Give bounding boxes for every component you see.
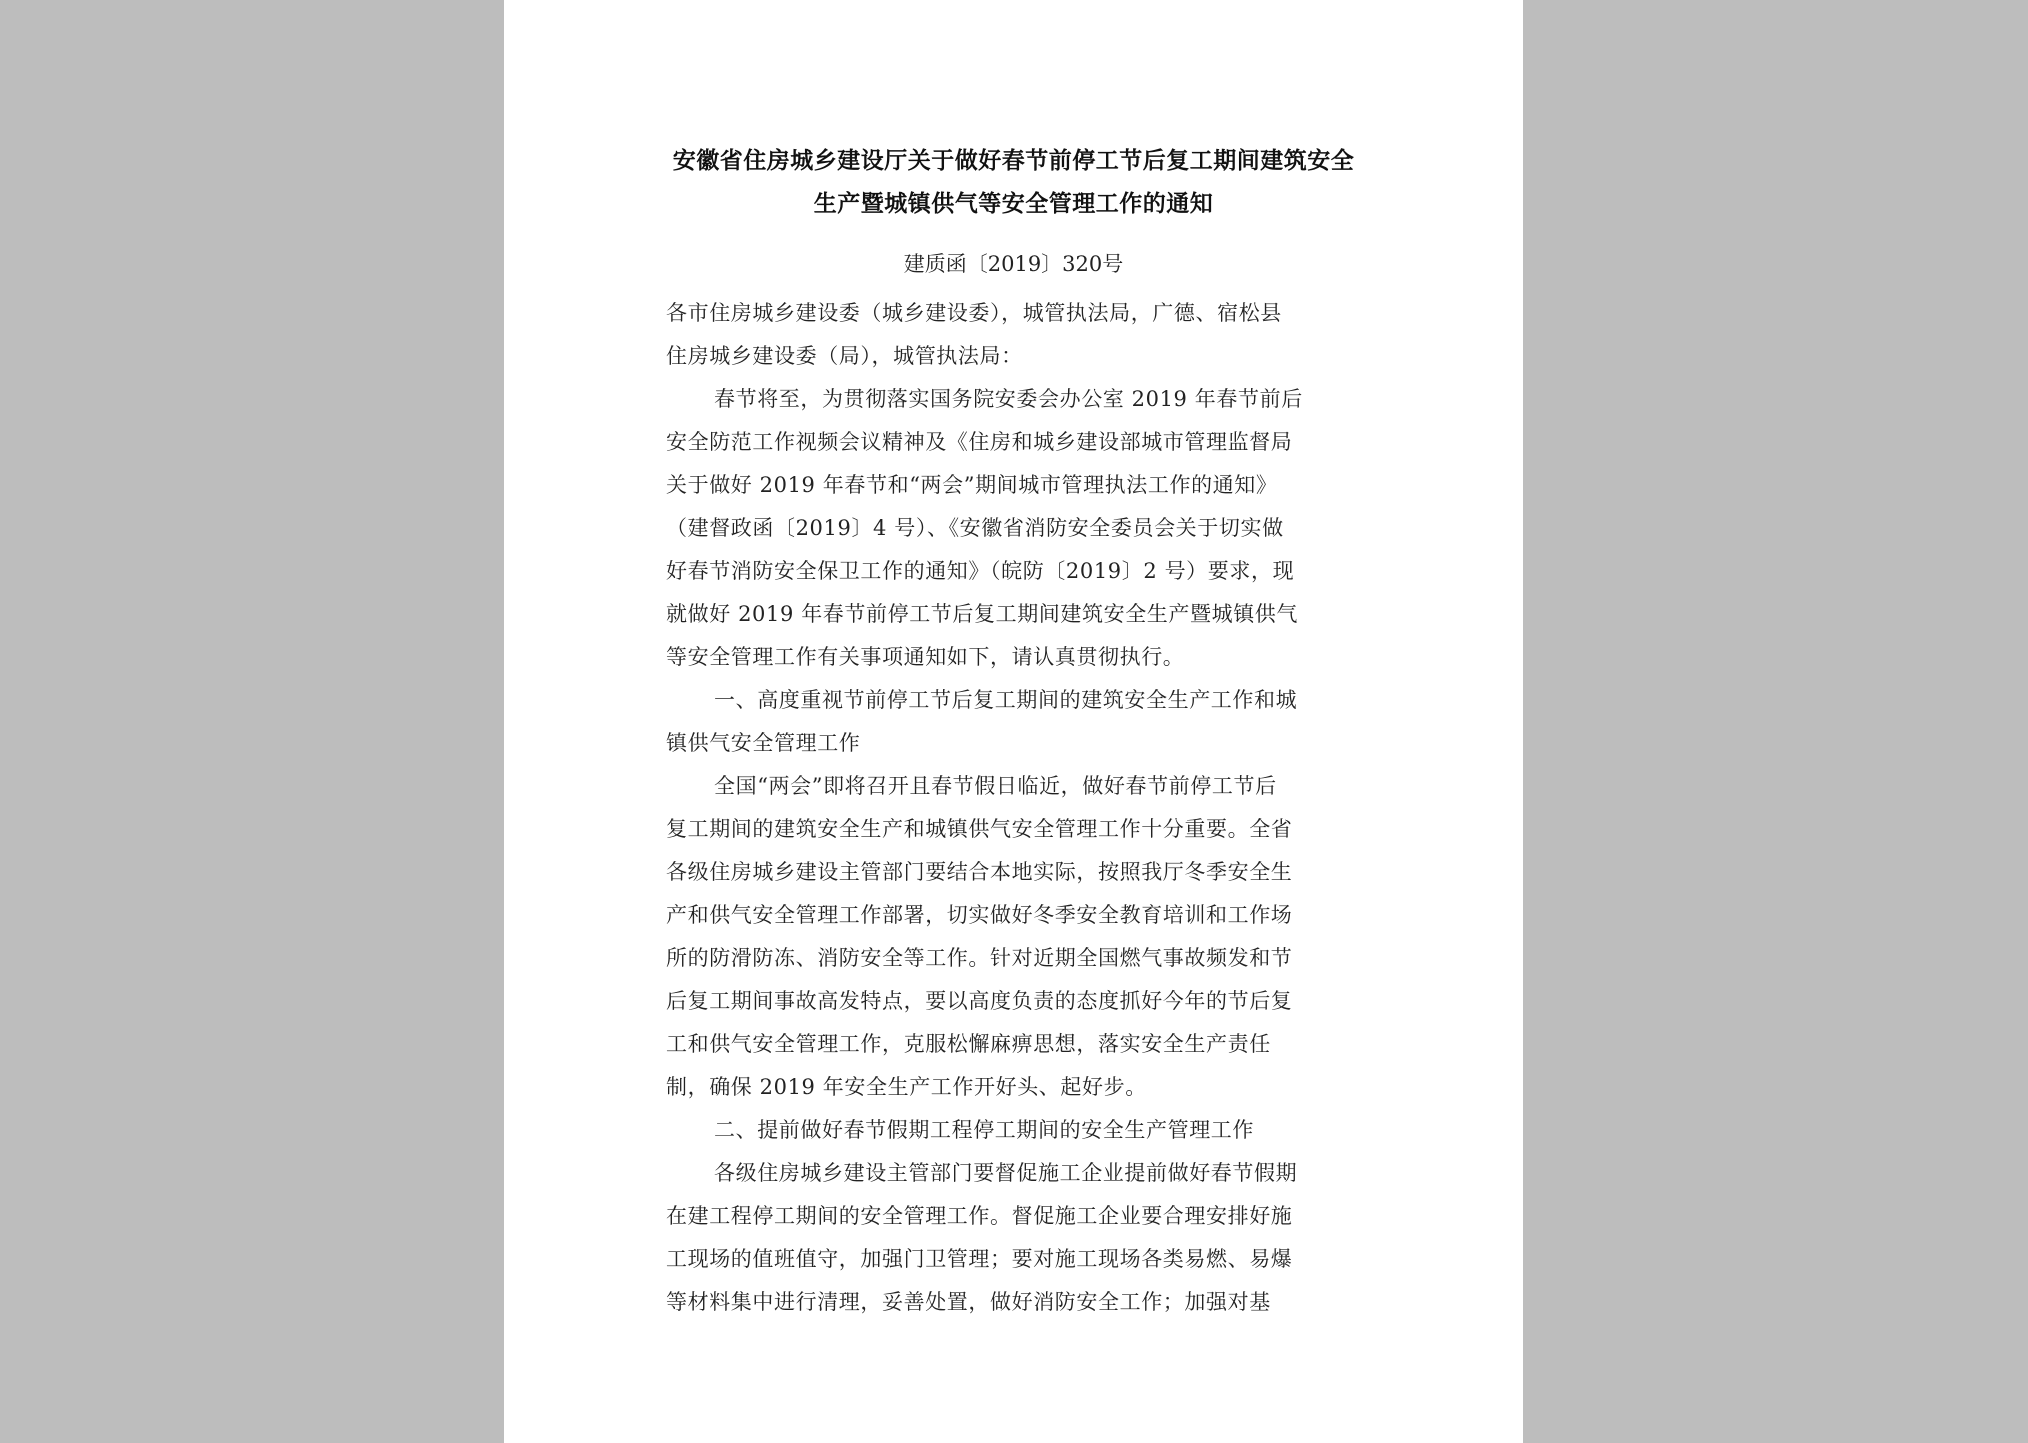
- document-page: [504, 0, 1523, 1443]
- body-line: 好春节消防安全保卫工作的通知》（皖防〔2019〕2 号）要求，现: [666, 559, 1295, 583]
- document-title-line-1: 安徽省住房城乡建设厅关于做好春节前停工节后复工期间建筑安全: [672, 148, 1355, 174]
- section-heading-2: 二、提前做好春节假期工程停工期间的安全生产管理工作: [714, 1118, 1254, 1142]
- body-line: 工和供气安全管理工作，克服松懈麻痹思想，落实安全生产责任: [666, 1032, 1271, 1056]
- document-title-line-2: 生产暨城镇供气等安全管理工作的通知: [813, 191, 1214, 217]
- body-line: 就做好 2019 年春节前停工节后复工期间建筑安全生产暨城镇供气: [666, 602, 1298, 626]
- body-line: 全国“两会”即将召开且春节假日临近，做好春节前停工节后: [714, 774, 1277, 798]
- body-line: 等材料集中进行清理，妥善处置，做好消防安全工作；加强对基: [666, 1290, 1271, 1314]
- body-line: 工现场的值班值守，加强门卫管理；要对施工现场各类易燃、易爆: [666, 1247, 1293, 1271]
- body-line: 春节将至，为贯彻落实国务院安委会办公室 2019 年春节前后: [714, 387, 1303, 411]
- document-number: 建质函〔2019〕320号: [903, 252, 1124, 276]
- body-line: 安全防范工作视频会议精神及《住房和城乡建设部城市管理监督局: [666, 430, 1293, 454]
- body-line: 制，确保 2019 年安全生产工作开好头、起好步。: [666, 1075, 1147, 1099]
- body-line: 住房城乡建设委（局），城管执法局：: [666, 344, 1023, 368]
- body-line: 各市住房城乡建设委（城乡建设委），城管执法局，广德、宿松县: [666, 301, 1282, 325]
- body-line: 产和供气安全管理工作部署，切实做好冬季安全教育培训和工作场: [666, 903, 1293, 927]
- body-line: 各级住房城乡建设主管部门要结合本地实际，按照我厅冬季安全生: [666, 860, 1293, 884]
- section-heading-1-cont: 镇供气安全管理工作: [666, 731, 861, 755]
- body-line: 在建工程停工期间的安全管理工作。督促施工企业要合理安排好施: [666, 1204, 1293, 1228]
- body-line: 所的防滑防冻、消防安全等工作。针对近期全国燃气事故频发和节: [666, 946, 1293, 970]
- section-heading-1: 一、高度重视节前停工节后复工期间的建筑安全生产工作和城: [714, 688, 1298, 712]
- body-line: 后复工期间事故高发特点，要以高度负责的态度抓好今年的节后复: [666, 989, 1293, 1013]
- body-line: （建督政函〔2019〕4 号）、《安徽省消防安全委员会关于切实做: [666, 516, 1284, 540]
- body-line: 各级住房城乡建设主管部门要督促施工企业提前做好春节假期: [714, 1161, 1298, 1185]
- body-line: 等安全管理工作有关事项通知如下，请认真贯彻执行。: [666, 645, 1185, 669]
- body-line: 复工期间的建筑安全生产和城镇供气安全管理工作十分重要。全省: [666, 817, 1293, 841]
- body-line: 关于做好 2019 年春节和“两会”期间城市管理执法工作的通知》: [666, 473, 1278, 497]
